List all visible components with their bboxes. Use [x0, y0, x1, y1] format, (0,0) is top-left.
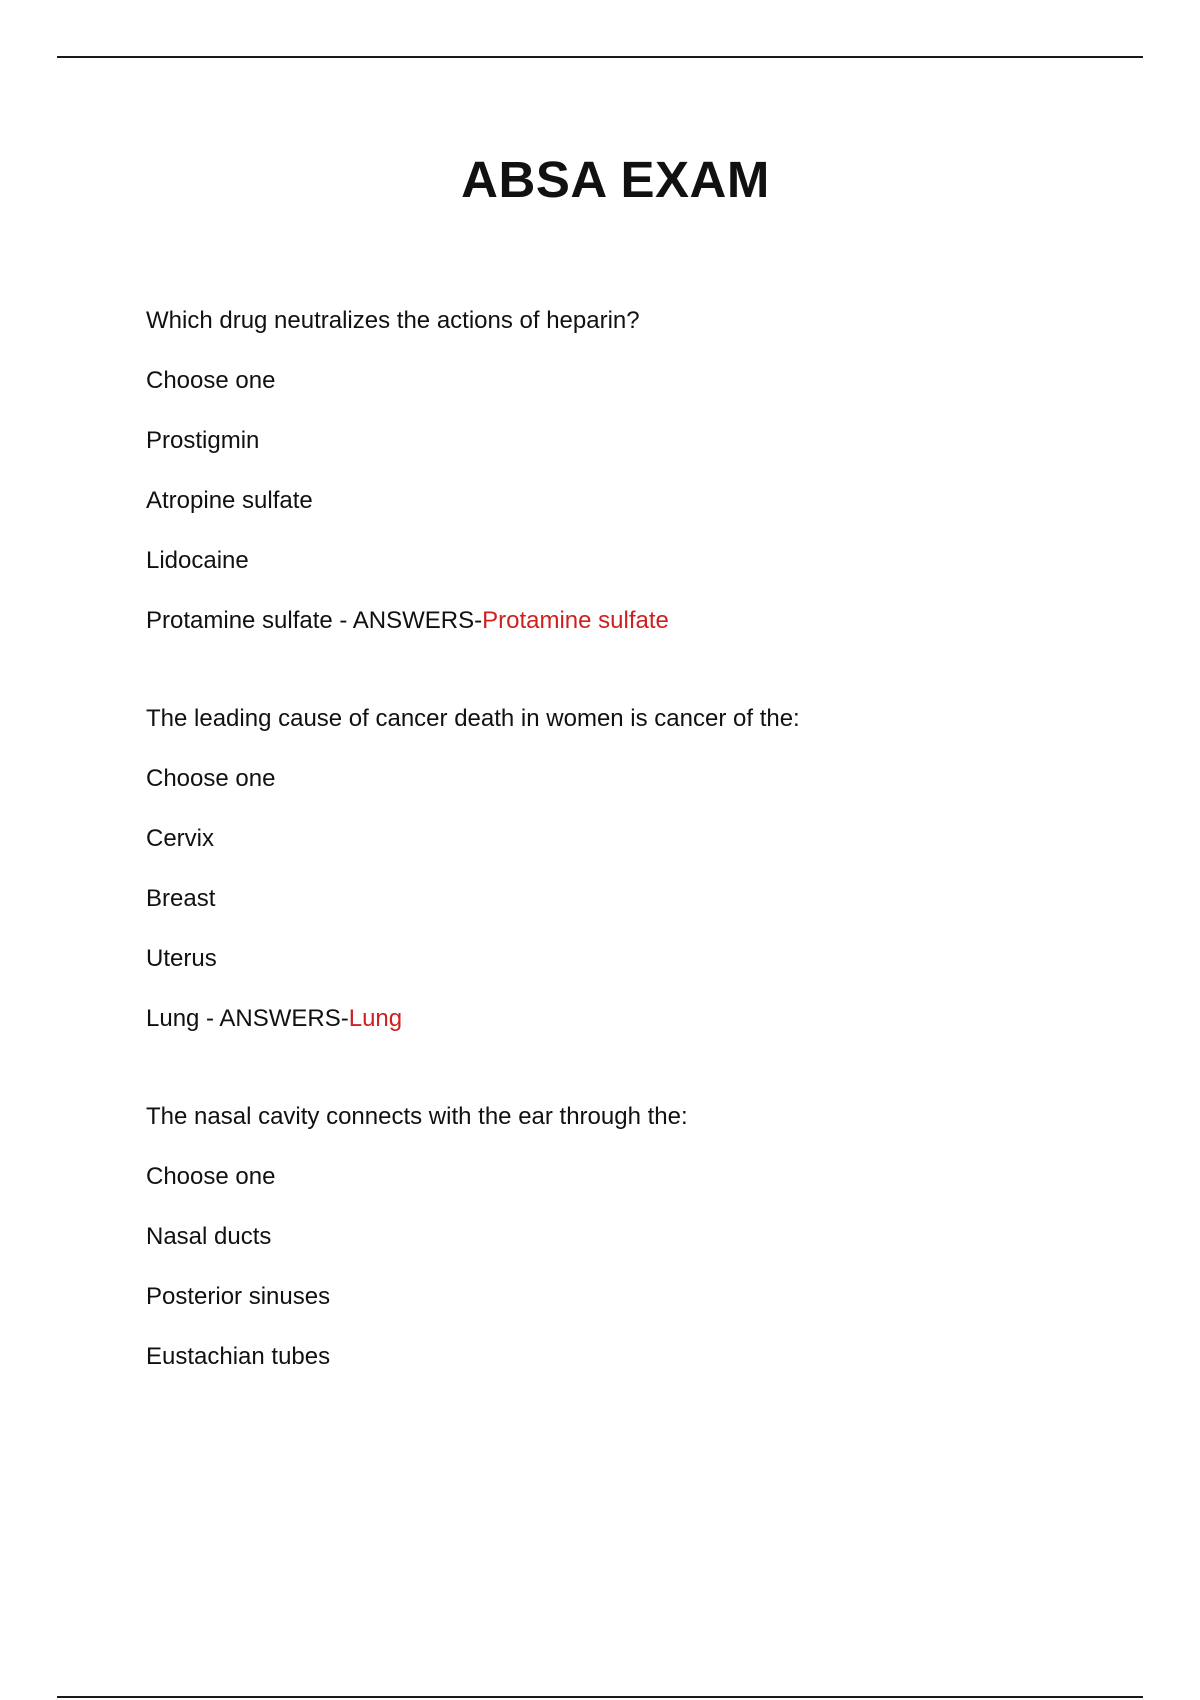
answer-text: Protamine sulfate — [482, 607, 669, 634]
option-item: Cervix — [146, 825, 215, 852]
question-2 — [146, 702, 1146, 1036]
choose-prompt: Choose one — [146, 765, 276, 792]
option-item: Atropine sulfate — [146, 487, 313, 514]
option-item-with-answer — [146, 1002, 1146, 1036]
option-item: Eustachian tubes — [146, 1343, 331, 1370]
question-3 — [146, 1100, 1146, 1374]
question-text: Which drug neutralizes the actions of heparin? — [146, 307, 640, 334]
choose-prompt: Choose one — [146, 1163, 276, 1190]
question-text: The nasal cavity connects with the ear through the: — [146, 1103, 688, 1130]
question-list — [146, 304, 1146, 1400]
question-1 — [146, 304, 1146, 638]
option-item: Posterior sinuses — [146, 1283, 331, 1310]
option-item: Nasal ducts — [146, 1223, 272, 1250]
option-item: Prostigmin — [146, 427, 260, 454]
option-item: Lidocaine — [146, 547, 249, 574]
header-rule — [57, 56, 1143, 58]
page-title: ABSA EXAM — [461, 151, 770, 208]
option-item-label: Protamine sulfate - ANSWERS- — [146, 607, 483, 634]
option-item: Uterus — [146, 945, 217, 972]
option-item: Breast — [146, 885, 216, 912]
option-item-with-answer — [146, 604, 1146, 638]
choose-prompt: Choose one — [146, 367, 276, 394]
question-text: The leading cause of cancer death in women is cancer of the: — [146, 705, 800, 732]
option-item-label: Lung - ANSWERS- — [146, 1005, 349, 1032]
answer-text: Lung — [348, 1005, 403, 1032]
footer-rule — [57, 1696, 1143, 1698]
